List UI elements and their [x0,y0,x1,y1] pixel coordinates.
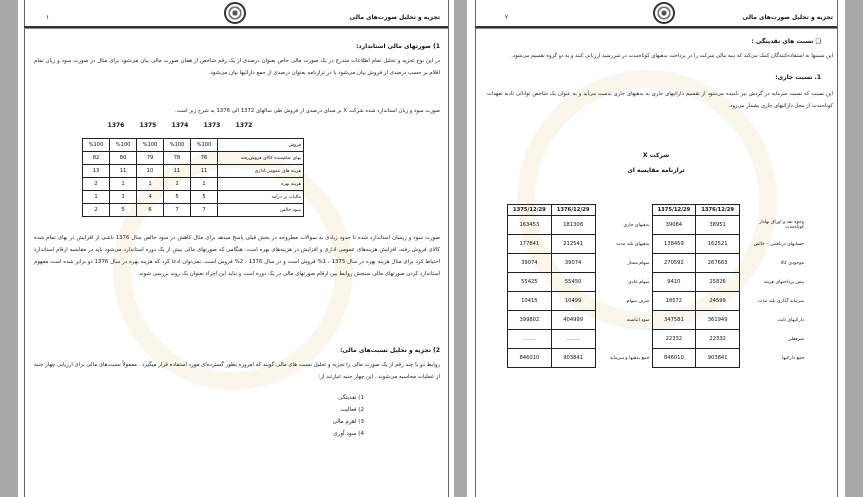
table-cell: 80 [110,152,137,165]
table-cell: 22332 [652,330,696,349]
page-number: ۲ [505,14,509,21]
table-cell: 5 [191,191,218,204]
column-header: 1375/12/29 [508,205,552,216]
row-label: هزینه های عمومی اداری [218,165,304,178]
statement-title: ترازنامه مقایسه ای [627,167,685,174]
list-item: 4) سود آوری [333,431,364,437]
table-cell: 177841 [508,235,552,254]
header-rule [475,26,837,29]
table-cell: 25826 [696,273,740,292]
bullet-heading: ❑ نسبت های نقدینگی : [751,38,821,45]
table-row [508,349,807,368]
page-number: ۱ [46,14,50,21]
table-cell: 10415 [508,292,552,311]
table-cell: 55425 [508,273,552,292]
table-cell: 55450 [551,273,595,292]
row-label: صرف سهام [626,298,650,304]
table-row [508,235,807,254]
table-cell: 347581 [652,311,696,330]
row-label: سهام ممتاز [627,260,650,266]
table-cell: 9410 [652,273,696,292]
table-cell: 79 [137,152,164,165]
table-cell: %100 [110,139,137,152]
document-page-right [467,0,845,497]
table-cell: 22332 [696,330,740,349]
header-title: تجزیه و تحلیل صورت‌های مالی [742,14,833,21]
column-header: 1375/12/29 [652,205,696,216]
years-header: 1376 1375 1374 1373 1372 [107,122,253,129]
company-name: شرکت X [642,152,670,159]
row-label: هزینه بهره [218,178,304,191]
table-row [508,311,807,330]
table-cell: %100 [137,139,164,152]
row-label [595,330,652,349]
table-cell: 11 [191,165,218,178]
row-label: سهام عادی [628,279,650,285]
table-row [83,165,304,178]
paragraph: این نسبت که نسبت سرمایه در گردش نیز نامیده می‌شود از تقسیم دارائیهای جاری به بدهیهای جاری بدست می‌آید و به عنوان یک شاخص توانائی تادیه تعهدات کوتاه‌مدت از محل دارائیهای جاری بشمار می‌رود. [487,91,833,109]
column-header-blank [595,205,652,216]
table-cell: 1 [164,178,191,191]
row-label: سرقفلی [787,336,804,342]
table-cell: 10499 [551,292,595,311]
paragraph: روابط دو یا چند رقم از یک صورت مالی را تجزیه و تحلیل نسبت های مالی گویند که امروزه بطور گسترده‌ای مورد استفاده قرار میگیرد . معمولاً نسبت‌های مالی برای ارزیابی چهار جنبه از عملیات محاسبه می‌شوند . این چهار جنبه عبارتند از: [34,362,440,380]
table-cell: 1 [83,191,110,204]
ratio-list [333,392,364,440]
table-cell: 4 [137,191,164,204]
university-seal-icon [224,2,246,24]
table-cell: 76 [191,152,218,165]
table-cell: 7 [191,204,218,217]
table-cell: 361949 [696,311,740,330]
document-page-left [18,0,454,497]
table-cell: 11 [110,165,137,178]
table-cell: 1 [110,178,137,191]
page-border-left [475,0,476,497]
section-heading: 1) صورتهای مالی استاندارد: [356,43,440,50]
table-row [83,152,304,165]
row-label: سود خالص [218,204,304,217]
table-cell: 18572 [652,292,696,311]
row-label: بهای تمام‌شده کالای فروش‌رفته [218,152,304,165]
table-row [83,178,304,191]
paragraph: صورت سود و زیان استاندارد شده شرکت X بر مبنای درصدی از فروش طی سالهای 1372 الی 1376 به شرح زیر است. [174,108,440,114]
sub-heading: 1. نسبت جاری: [775,74,821,81]
header-rule [24,26,448,29]
row-label: موجودی کالا [780,260,804,266]
table-cell: 846010 [652,349,696,368]
table-cell: 267663 [696,254,740,273]
row-label: جمع بدهیها و سرمایه [609,355,650,361]
paragraph: در این نوع تجزیه و تحلیل تمام اطلاعات مندرج در یک صورت مالی خاص بعنوان درصدی از یک رقم شاخص از همان صورت مالی بیان می‌شود برای مثال در صورت سود و زیان تمام اقلام بر حسب درصدی از فروش بیان می‌شود یا در ترازنامه بعنوان درصدی از جمع دارائیها بیان می‌شود. [34,58,440,76]
row-label: جمع دارائیها [782,355,805,361]
column-header-blank [740,205,807,216]
list-item: 2) فعالیت [340,407,364,413]
row-label: مالیات بر درآمد [218,191,304,204]
row-label: بدهیهای بلند مدت [616,241,650,247]
column-header: 1376/12/29 [696,205,740,216]
row-label: بدهیهای جاری [623,222,650,228]
table-cell: 399802 [508,311,552,330]
table-cell: 38951 [696,216,740,235]
table-row [508,273,807,292]
table-cell: 1 [191,178,218,191]
table-cell: 39074 [551,254,595,273]
row-label: دارائیهای ثابت [777,317,804,323]
page-border-right [448,0,449,497]
table-cell: 13 [83,165,110,178]
table-cell: 3 [110,191,137,204]
table-cell: 10 [137,165,164,178]
paragraph: این نسبتها به استفاده‌کنندگان کمک می‌کند که بنیه مالی شرکت را در پرداخت بدهیهای کوتاه‌مدت در سررسید ارزیابی کنند و به دو گروه تقسیم می‌شود. [511,53,833,59]
row-label: سود انباشته [626,317,650,323]
row-label: حسابهای دریافتنی – خالص [753,241,804,247]
table-row [83,204,304,217]
table-row [508,254,807,273]
table-cell: 78 [164,152,191,165]
table-cell: 39084 [652,216,696,235]
row-label: سرمایه گذاری بلند مدت [758,298,804,304]
page-border-right [837,0,838,497]
table-cell: 82 [83,152,110,165]
column-header: 1376/12/29 [551,205,595,216]
table-cell: 6 [137,204,164,217]
table-row [508,216,807,235]
balance-sheet-table [507,204,807,368]
table-cell: 903841 [551,349,595,368]
row-label: پیش پرداختهای هزینه [763,279,804,285]
table-cell: 2 [83,178,110,191]
table-row [508,330,807,349]
list-item: 3) اهرم مالی [332,419,364,425]
page-border-left [24,0,25,497]
table-cell: 404999 [551,311,595,330]
table-cell: 5 [110,204,137,217]
paragraph: صورت سود و زیسان استاندارد شده تا حدود زیادی به سوالات مطروحه در بخش قبلی پاسخ میدهد برای مثال کاهش در سود خالص سال 1376 ناشی از افزایش در بهای تمام شده کالای فروش رفته، افزایش هزینه‌های عمومی اداری و افزایش در هزینه‌های بهره است. هنگامی که صورتهای مالی بیش از یک دوره استاندارد می‌شود باید در مقایسه ارقام استاندارد احتیاط کرد برای مثال هزینه بهره در سال 1375 ، 1% فروش است و در سال 1376 ، 2% فروش است، نمی‌توان ادعا کرد که هزینه بهره در سال 1376 دو برابر شده است مفهوم استاندارد کردن صورتهای مالی سنجش روابط بین ارقام صورتهای مالی در یک دوره است و نباید این اجزاء بعنوان یک روند بررسی شوند. [34,235,441,277]
table-cell: 181308 [551,216,595,235]
table-cell: 24599 [696,292,740,311]
table-cell: 11 [164,165,191,178]
table-cell: 1 [137,178,164,191]
table-cell: 846010 [508,349,552,368]
table-cell: 270592 [652,254,696,273]
table-cell: 163453 [508,216,552,235]
table-cell: ........ [551,330,595,349]
row-label: فروش [218,139,304,152]
table-cell: %100 [164,139,191,152]
table-cell: 162521 [696,235,740,254]
row-label: وجوه نقد و اوراق بهادار کوتاه‌مدت [759,220,804,230]
table-row [83,139,304,152]
table-row [508,292,807,311]
table-cell: 903841 [696,349,740,368]
table-cell: ........ [508,330,552,349]
header-title: تجزیه و تحلیل صورت‌های مالی [349,14,440,21]
table-cell: 2 [83,204,110,217]
table-cell: 212541 [551,235,595,254]
table-cell: 138459 [652,235,696,254]
table-row [83,191,304,204]
section-heading: 2) تجزیه و تحلیل نسبت‌های مالی: [340,347,440,354]
table-cell: %100 [191,139,218,152]
table-cell: 39074 [508,254,552,273]
university-seal-icon [653,2,675,24]
income-statement-table [82,138,304,217]
list-item: 1) نقدینگی [338,395,364,401]
table-cell: 7 [164,204,191,217]
table-cell: %100 [83,139,110,152]
table-cell: 5 [164,191,191,204]
